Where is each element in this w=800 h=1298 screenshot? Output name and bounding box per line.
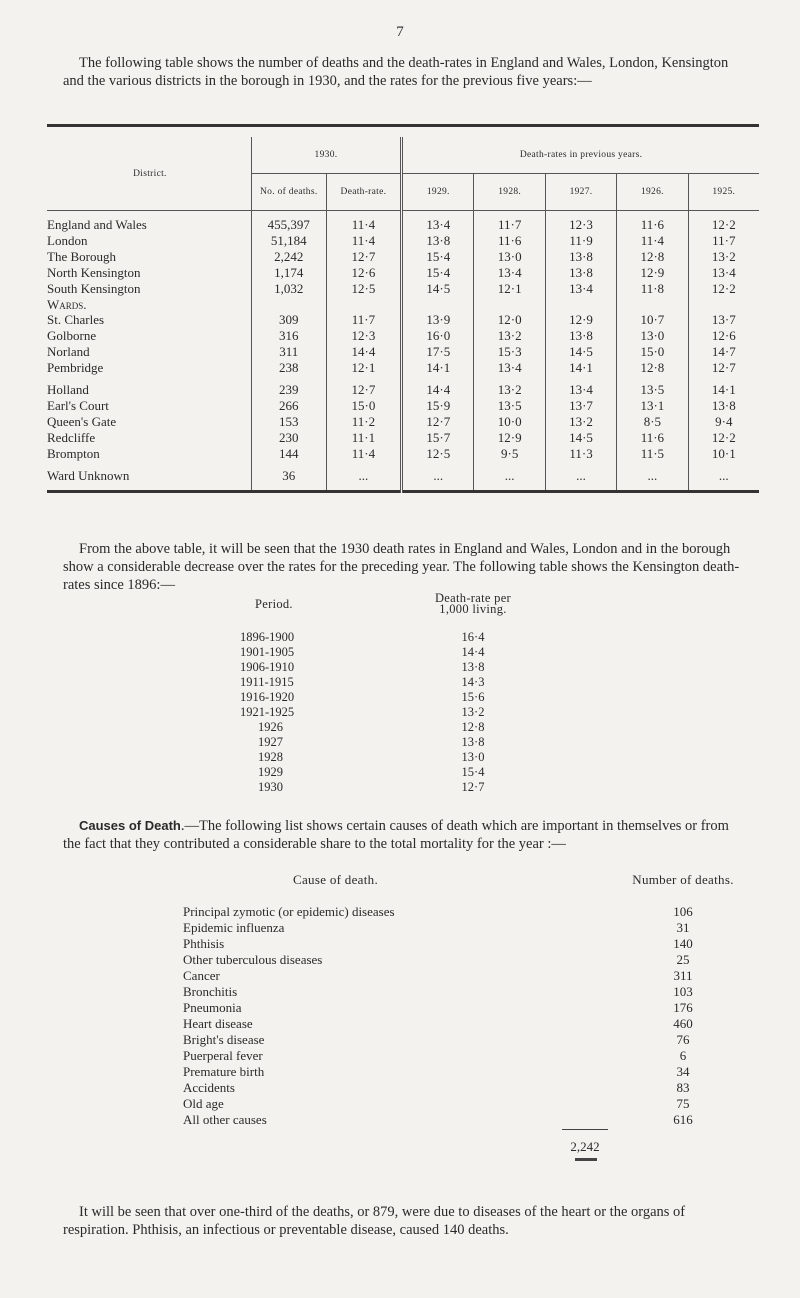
previous-rate: 12·2 — [688, 430, 759, 446]
previous-rate: 13·9 — [402, 312, 474, 328]
table-row — [47, 312, 759, 328]
deaths-1930: 1,174 — [251, 265, 326, 281]
table-row — [47, 328, 759, 344]
previous-rate: 11·6 — [617, 430, 688, 446]
previous-rate: 13·7 — [545, 398, 616, 414]
death-rate-1930: 12·5 — [326, 281, 401, 297]
previous-rate: 13·5 — [617, 382, 688, 398]
deaths-1930: 311 — [251, 344, 326, 360]
previous-rate: 13·4 — [545, 281, 616, 297]
table-row — [240, 660, 538, 675]
causes-of-death-table — [183, 872, 738, 1128]
previous-rate: 13·4 — [474, 265, 545, 281]
previous-rate: 13·0 — [617, 328, 688, 344]
cause-of-death: Other tuberculous diseases — [183, 952, 323, 967]
previous-rate: 13·2 — [688, 249, 759, 265]
deaths-1930: 2,242 — [251, 249, 326, 265]
table-row — [47, 382, 759, 398]
death-rate-1930: ... — [326, 468, 401, 484]
previous-rate: 12·3 — [545, 217, 616, 233]
table-row — [183, 936, 738, 952]
district-death-rates-table — [47, 124, 759, 493]
previous-rate: 13·7 — [688, 312, 759, 328]
previous-rate: 15·4 — [402, 249, 474, 265]
cause-of-death: Pneumonia — [183, 1000, 242, 1015]
table-row — [183, 984, 738, 1000]
previous-rate: 13·8 — [402, 233, 474, 249]
previous-rate: 11·5 — [617, 446, 688, 462]
previous-rate: 13·0 — [474, 249, 545, 265]
period: 1921-1925 — [240, 705, 295, 719]
previous-rate: 12·9 — [617, 265, 688, 281]
district-name: Norland — [47, 344, 90, 359]
period-death-rate: 15·4 — [461, 765, 485, 779]
district-name: Redcliffe — [47, 430, 96, 445]
district-name: Pembridge — [47, 360, 104, 375]
period-death-rate: 13·0 — [461, 750, 485, 764]
period: 1930 — [258, 780, 283, 794]
death-rate-1930: 11·4 — [326, 217, 401, 233]
previous-rate: 12·8 — [617, 360, 688, 376]
death-rate-1930: 11·2 — [326, 414, 401, 430]
previous-rate: 10·7 — [617, 312, 688, 328]
death-rate-1930: 11·4 — [326, 446, 401, 462]
table-row — [47, 430, 759, 446]
district-name: Golborne — [47, 328, 97, 343]
previous-rate: 12·7 — [402, 414, 474, 430]
table-row — [47, 360, 759, 376]
period: 1901-1905 — [240, 645, 295, 659]
table-row — [47, 265, 759, 281]
district-name: South Kensington — [47, 281, 141, 296]
table-row — [183, 1096, 738, 1112]
previous-rate: 12·1 — [474, 281, 545, 297]
district-name: North Kensington — [47, 265, 141, 280]
previous-rate: 8·5 — [617, 414, 688, 430]
period: 1906-1910 — [240, 660, 295, 674]
cause-header: Cause of death. — [293, 872, 379, 887]
deaths-1930: 266 — [251, 398, 326, 414]
closing-paragraph: It will be seen that over one-third of the deaths, or 879, were due to diseases of the heart or the organs of respiration. Phthisis, an infectious or preventable disease, caused 140 deaths. — [63, 1204, 686, 1238]
previous-rate: 12·7 — [688, 360, 759, 376]
previous-rate: 10·0 — [474, 414, 545, 430]
previous-rate: 13·5 — [474, 398, 545, 414]
table-row — [47, 446, 759, 462]
district-name: The Borough — [47, 249, 116, 264]
cause-of-death: Bronchitis — [183, 984, 238, 999]
number-of-deaths: 75 — [676, 1096, 690, 1111]
previous-rate: 16·0 — [402, 328, 474, 344]
period: 1896-1900 — [240, 630, 295, 644]
table-row — [47, 249, 759, 265]
death-rate-header: Death-rate. — [326, 174, 401, 211]
table-row — [47, 398, 759, 414]
previous-rate: 13·4 — [402, 217, 474, 233]
previous-rate: 13·4 — [688, 265, 759, 281]
previous-rate: 11·3 — [545, 446, 616, 462]
cause-of-death: Principal zymotic (or epidemic) diseases — [183, 904, 395, 919]
previous-rate: ... — [402, 468, 474, 484]
number-of-deaths: 616 — [673, 1112, 693, 1127]
table-row — [47, 217, 759, 233]
cause-of-death: Bright's disease — [183, 1032, 265, 1047]
number-of-deaths: 76 — [676, 1032, 690, 1047]
previous-rate: 13·2 — [474, 382, 545, 398]
table-row — [183, 1032, 738, 1048]
previous-rate: 9·4 — [688, 414, 759, 430]
cause-of-death: Premature birth — [183, 1064, 265, 1079]
period: 1916-1920 — [240, 690, 295, 704]
previous-years-header: Death-rates in previous years. — [402, 137, 759, 174]
previous-rate: 15·0 — [617, 344, 688, 360]
cause-of-death: Puerperal fever — [183, 1048, 263, 1063]
number-of-deaths: 6 — [679, 1048, 687, 1063]
table-row — [183, 1016, 738, 1032]
previous-rate: 15·4 — [402, 265, 474, 281]
previous-rate: 14·5 — [545, 344, 616, 360]
year-1930-header: 1930. — [251, 137, 401, 174]
number-of-deaths: 176 — [673, 1000, 693, 1015]
table-row — [240, 705, 538, 720]
previous-rate: 13·8 — [545, 265, 616, 281]
district-name: Earl's Court — [47, 398, 109, 413]
year-header: 1926. — [617, 174, 688, 211]
district-name: Holland — [47, 382, 89, 397]
previous-rate: 14·4 — [402, 382, 474, 398]
district-name: Queen's Gate — [47, 414, 117, 429]
table-row — [47, 233, 759, 249]
previous-rate: ... — [688, 468, 759, 484]
rate-per-1000-header — [408, 593, 538, 615]
deaths-1930: 36 — [251, 468, 326, 484]
death-rate-1930: 12·7 — [326, 249, 401, 265]
cause-of-death: Old age — [183, 1096, 224, 1111]
comparison-paragraph: From the above table, it will be seen that the 1930 death rates in England and Wales, London and in the borough show a considerable decrease over the rates for the preceding year. The following table shows the Kensington death-rates since 1896:— — [63, 541, 740, 593]
cause-of-death: Heart disease — [183, 1016, 253, 1031]
number-of-deaths: 34 — [676, 1064, 690, 1079]
previous-rate: 10·1 — [688, 446, 759, 462]
period: 1927 — [258, 735, 283, 749]
deaths-1930: 316 — [251, 328, 326, 344]
table-row — [183, 1080, 738, 1096]
previous-rate: 11·6 — [474, 233, 545, 249]
cause-of-death: Accidents — [183, 1080, 235, 1095]
previous-rate: ... — [474, 468, 545, 484]
table-row — [240, 750, 538, 765]
table-row — [183, 968, 738, 984]
district-name: St. Charles — [47, 312, 105, 327]
death-rate-1930: 12·7 — [326, 382, 401, 398]
cause-of-death: Cancer — [183, 968, 220, 983]
period-death-rate: 13·8 — [461, 735, 485, 749]
death-rate-1930: 15·0 — [326, 398, 401, 414]
district-header: District. — [133, 168, 167, 179]
previous-rate: 12·0 — [474, 312, 545, 328]
table-row — [183, 1048, 738, 1064]
year-header: 1927. — [545, 174, 616, 211]
district-name: England and Wales — [47, 217, 147, 232]
district-name: London — [47, 233, 88, 248]
previous-rate: 13·4 — [474, 360, 545, 376]
table-row — [240, 735, 538, 750]
year-header: 1928. — [474, 174, 545, 211]
death-rate-1930: 11·1 — [326, 430, 401, 446]
death-rate-1930: 12·6 — [326, 265, 401, 281]
period-death-rate: 15·6 — [461, 690, 485, 704]
previous-rate: 14·7 — [688, 344, 759, 360]
period-death-rate: 13·2 — [461, 705, 485, 719]
causes-heading: Causes of Death — [79, 818, 181, 833]
intro-paragraph: The following table shows the number of deaths and the death-rates in England and Wales, London, Kensington and the various districts in the borough in 1930, and the rates for the previous five years:— — [63, 55, 729, 89]
previous-rate: 12·9 — [545, 312, 616, 328]
previous-rate: 14·1 — [402, 360, 474, 376]
previous-rate: 14·1 — [545, 360, 616, 376]
deaths-header: No. of deaths. — [251, 174, 326, 211]
rate-header-line-2: 1,000 living. — [439, 602, 507, 616]
wards-label: Wards. — [47, 296, 87, 312]
table-row — [183, 952, 738, 968]
deaths-1930: 309 — [251, 312, 326, 328]
death-rate-1930: 12·1 — [326, 360, 401, 376]
period: 1928 — [258, 750, 283, 764]
previous-rate: 13·4 — [545, 382, 616, 398]
page-number: 7 — [396, 24, 404, 40]
previous-rate: 11·6 — [617, 217, 688, 233]
table-row — [240, 675, 538, 690]
previous-rate: 13·8 — [545, 249, 616, 265]
deaths-1930: 238 — [251, 360, 326, 376]
deaths-1930: 455,397 — [251, 217, 326, 233]
total-deaths: 2,242 — [570, 1139, 600, 1154]
table-row — [183, 920, 738, 936]
table-row — [240, 765, 538, 780]
number-of-deaths: 140 — [673, 936, 693, 951]
previous-rate: 17·5 — [402, 344, 474, 360]
previous-rate: 13·8 — [545, 328, 616, 344]
period-death-rate: 12·8 — [461, 720, 485, 734]
death-rate-1930: 14·4 — [326, 344, 401, 360]
previous-rate: 14·1 — [688, 382, 759, 398]
total-rule — [562, 1129, 608, 1130]
table-row — [240, 720, 538, 735]
previous-rate: 14·5 — [402, 281, 474, 297]
table-row — [47, 281, 759, 297]
death-rate-1930: 11·4 — [326, 233, 401, 249]
previous-rate: 12·5 — [402, 446, 474, 462]
previous-rate: 12·9 — [474, 430, 545, 446]
number-of-deaths: 25 — [676, 952, 690, 967]
period: 1926 — [258, 720, 283, 734]
previous-rate: 9·5 — [474, 446, 545, 462]
number-of-deaths: 106 — [673, 904, 693, 919]
cause-of-death: Phthisis — [183, 936, 225, 951]
period: 1911-1915 — [240, 675, 294, 689]
death-rate-1930: 11·7 — [326, 312, 401, 328]
previous-rate: 12·2 — [688, 281, 759, 297]
rate-header-line-1: Death-rate per — [434, 591, 512, 605]
causes-intro: .—The following list shows certain causes of death which are important in themselves or from the fact that they contributed a considerable share to the total mortality for the year :— — [63, 818, 729, 852]
table-row — [183, 1112, 738, 1128]
period-death-rate: 14·4 — [461, 645, 485, 659]
deaths-1930: 153 — [251, 414, 326, 430]
period-death-rate: 13·8 — [461, 660, 485, 674]
deaths-1930: 51,184 — [251, 233, 326, 249]
causes-paragraph — [63, 817, 743, 853]
deaths-1930: 144 — [251, 446, 326, 462]
previous-rate: 11·8 — [617, 281, 688, 297]
period: 1929 — [258, 765, 283, 779]
previous-rate: 13·1 — [617, 398, 688, 414]
previous-rate: 13·2 — [545, 414, 616, 430]
previous-rate: 11·7 — [688, 233, 759, 249]
table-row — [183, 1000, 738, 1016]
period-death-rate: 12·7 — [461, 780, 485, 794]
previous-rate: 13·2 — [474, 328, 545, 344]
district-name: Ward Unknown — [47, 468, 130, 483]
previous-rate: 14·5 — [545, 430, 616, 446]
year-header: 1929. — [402, 174, 474, 211]
number-of-deaths: 311 — [673, 968, 693, 983]
total-double-rule — [575, 1158, 597, 1161]
death-rate-1930: 12·3 — [326, 328, 401, 344]
period-death-rate: 16·4 — [461, 630, 485, 644]
previous-rate: 11·7 — [474, 217, 545, 233]
table-row — [47, 468, 759, 484]
period-header: Period. — [255, 596, 293, 611]
previous-rate: 12·2 — [688, 217, 759, 233]
number-of-deaths: 103 — [673, 984, 693, 999]
table-row — [240, 630, 538, 645]
table-row — [183, 1064, 738, 1080]
previous-rate: 15·3 — [474, 344, 545, 360]
district-name: Brompton — [47, 446, 100, 461]
kensington-rates-table — [240, 593, 538, 795]
table-row — [240, 645, 538, 660]
cause-of-death: All other causes — [183, 1112, 267, 1127]
number-of-deaths: 460 — [673, 1016, 693, 1031]
table-row — [240, 780, 538, 795]
previous-rate: 15·7 — [402, 430, 474, 446]
previous-rate: 11·4 — [617, 233, 688, 249]
table-row — [240, 690, 538, 705]
cause-of-death: Epidemic influenza — [183, 920, 285, 935]
table-row — [47, 414, 759, 430]
deaths-1930: 230 — [251, 430, 326, 446]
table-row — [183, 904, 738, 920]
previous-rate: 12·6 — [688, 328, 759, 344]
deaths-1930: 239 — [251, 382, 326, 398]
previous-rate: 13·8 — [688, 398, 759, 414]
previous-rate: 15·9 — [402, 398, 474, 414]
table-row — [47, 344, 759, 360]
previous-rate: 12·8 — [617, 249, 688, 265]
number-of-deaths: 83 — [676, 1080, 690, 1095]
number-of-deaths: 31 — [676, 920, 690, 935]
number-header: Number of deaths. — [632, 872, 734, 887]
period-death-rate: 14·3 — [461, 675, 485, 689]
year-header: 1925. — [688, 174, 759, 211]
previous-rate: ... — [617, 468, 688, 484]
previous-rate: ... — [545, 468, 616, 484]
previous-rate: 11·9 — [545, 233, 616, 249]
deaths-1930: 1,032 — [251, 281, 326, 297]
